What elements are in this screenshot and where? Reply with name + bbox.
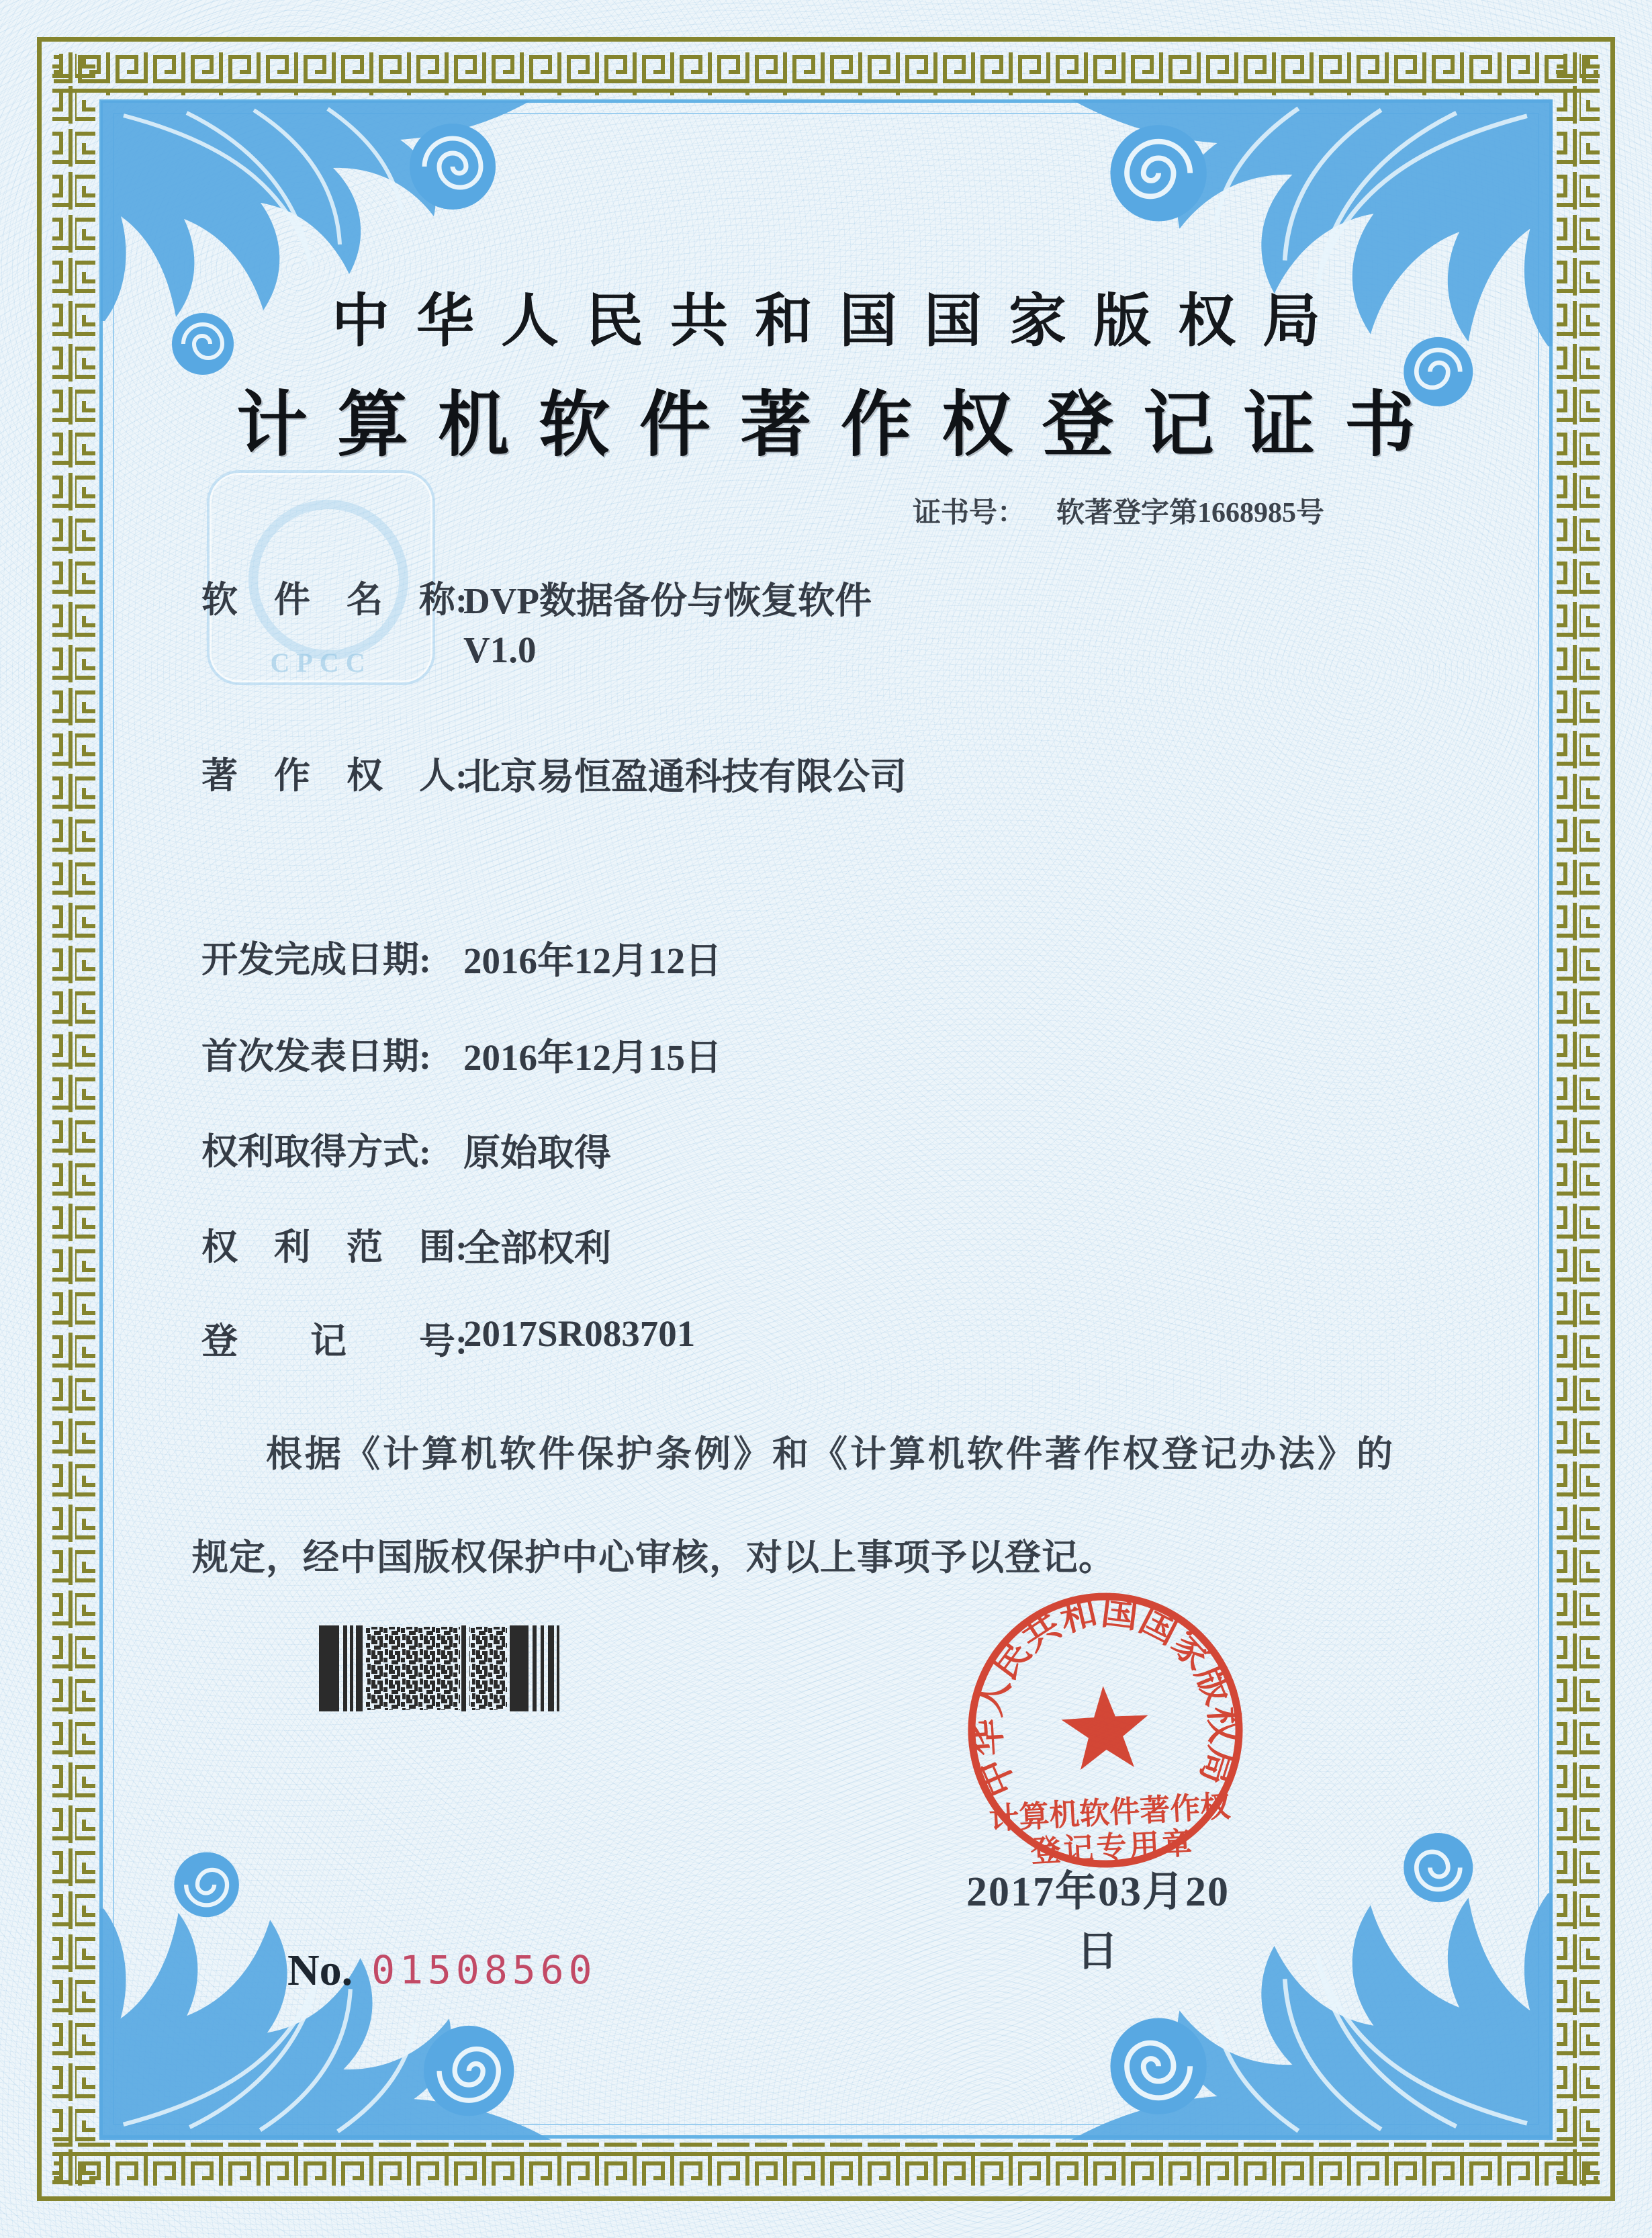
registration-seal: [964, 1589, 1246, 1871]
field-value: 2016年12月15日: [463, 1037, 723, 1078]
statement-line-2: 规定，经中国版权保护中心审核，对以上事项予以登记。: [192, 1537, 1115, 1578]
field-value: 原始取得: [463, 1132, 612, 1173]
field-value-version: V1.0: [463, 629, 537, 670]
field-label: 权利取得方式:: [201, 1132, 431, 1172]
barcode-icon: [319, 1625, 561, 1711]
certificate-number-value: 软著登字第1668985号: [1056, 498, 1324, 529]
field-value: 全部权利: [463, 1228, 612, 1269]
seal-ring-text: 中华人民共和国国家版权局: [966, 1591, 1245, 1803]
field-label: 登 记 号:: [201, 1321, 467, 1361]
field-value: 北京易恒盈通科技有限公司: [463, 756, 907, 797]
field-value: 2016年12月12日: [463, 940, 723, 981]
seal-caption-line1: 计算机软件著作权: [988, 1789, 1232, 1836]
field-label: 权 利 范 围:: [201, 1227, 467, 1267]
field-label: 首次发表日期:: [201, 1036, 431, 1077]
registration-date: 2017年03月20日: [966, 1869, 1230, 1975]
field-value: 2017SR083701: [463, 1313, 696, 1354]
certificate-title: 计算机软件著作权登记证书: [236, 386, 1445, 465]
issuer-title: 中华人民共和国国家版权局: [332, 289, 1347, 353]
field-value: DVP数据备份与恢复软件: [463, 580, 872, 621]
serial-number: 01508560: [371, 1947, 597, 1993]
field-label: 著 作 权 人:: [201, 756, 467, 796]
certificate-number-line: [913, 490, 1324, 531]
serial-number-line: [287, 1945, 597, 1996]
seal-caption-line2: 登记专用章: [1029, 1826, 1196, 1869]
cpcc-watermark-label: CPCC: [270, 647, 372, 678]
field-label: 软 件 名 称:: [201, 580, 467, 620]
statement-line-1: 根据《计算机软件保护条例》和《计算机软件著作权登记办法》的: [266, 1434, 1395, 1474]
certificate-number-label: 证书号：: [912, 498, 1025, 529]
field-label: 开发完成日期:: [201, 940, 431, 980]
serial-prefix: No.: [287, 1946, 353, 1995]
star-icon: [1060, 1684, 1151, 1771]
